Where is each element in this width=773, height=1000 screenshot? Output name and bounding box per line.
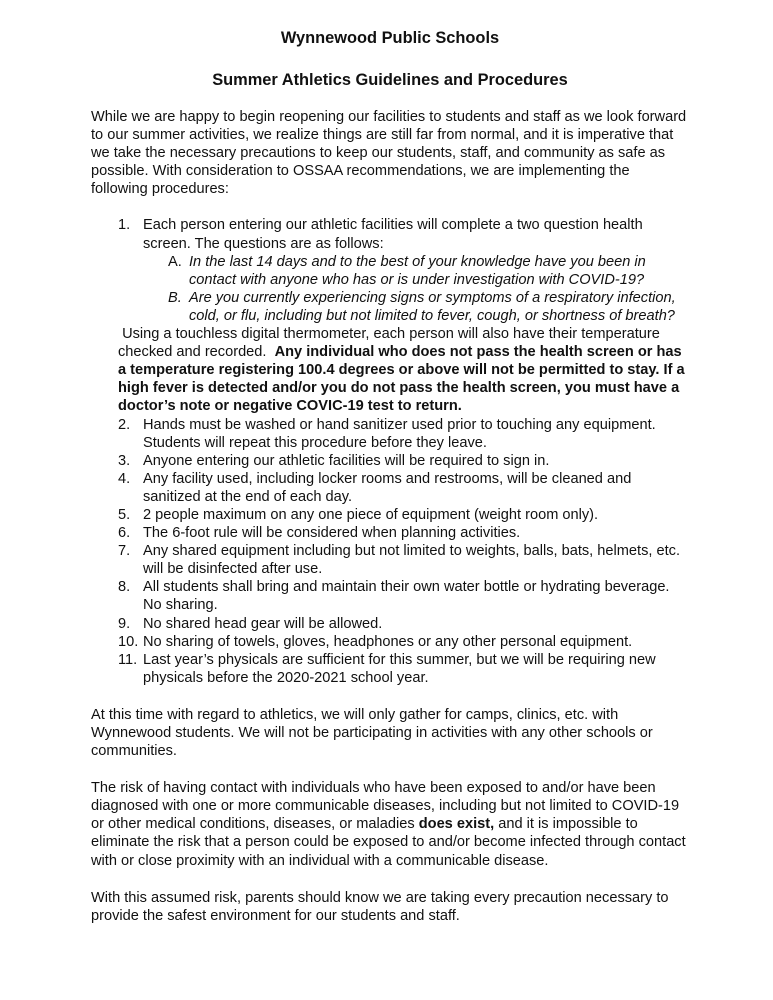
thermometer-warning: Any individual who does not pass the health screen or has a temperature registering 100.4 degrees or above will not be permitted to stay. If a high fever is detected and/or you do not pass the health screen, you must have a doctor’s note or negative COVIC-19 test to return. xyxy=(118,344,685,415)
sub-list-item-text: Are you currently experiencing signs or symptoms of a respiratory infection, cold, or flu, including but not limited to fever, cough, or shortness of breath? xyxy=(189,289,676,324)
list-item-text: 2 people maximum on any one piece of equipment (weight room only). xyxy=(143,506,599,523)
risk-text-start: The risk of having contact with individuals who have been exposed to and/or have been diagnosed with one or more communicable diseases, including but not limited to COVID-19 or other medical conditions, diseases, or maladies xyxy=(91,780,680,833)
list-item-text: No sharing of towels, gloves, headphones or any other personal equipment. xyxy=(143,633,633,650)
risk-text-end: and it is impossible to eliminate the risk that a person could be exposed to and/or become infected through contact with or close proximity with an individual with a communicable disease. xyxy=(91,816,686,869)
list-item-number: 7. xyxy=(118,543,131,560)
list-item-number: 2. xyxy=(118,416,131,433)
athletics-paragraph: At this time with regard to athletics, we will only gather for camps, clinics, etc. with Wynnewood students. We will not be participating in activities with any other schools or communities. xyxy=(91,706,653,760)
list-item xyxy=(91,633,689,651)
list-item xyxy=(91,524,689,542)
list-item-number: 11. xyxy=(118,651,138,668)
list-item-text: Hands must be washed or hand sanitizer used prior to touching any equipment. Students will repeat this procedure before they leave. xyxy=(143,416,656,451)
procedure-list xyxy=(91,216,689,325)
document-title: Wynnewood Public Schools xyxy=(280,29,500,47)
list-item-number: 8. xyxy=(118,579,131,596)
list-item xyxy=(91,651,689,687)
list-item-text: Any shared equipment including but not limited to weights, balls, bats, helmets, etc. will be disinfected after use. xyxy=(143,543,681,578)
sub-list-item xyxy=(143,253,689,289)
sub-list-item-text: In the last 14 days and to the best of your knowledge have you been in contact with anyone who has or is under investigation with COVID-19? xyxy=(189,253,646,288)
intro-paragraph: While we are happy to begin reopening our facilities to students and staff as we look forward to our summer activities, we realize things are still far from normal, and it is imperative that we take the necessary precautions to keep our students, staff, and community as safe as possible. With consideration to OSSAA recommendations, we are implementing the following procedures: xyxy=(91,109,687,198)
list-item xyxy=(91,542,689,578)
list-item xyxy=(91,470,689,506)
list-item-text: Anyone entering our athletic facilities will be required to sign in. xyxy=(143,452,550,469)
health-screen-questions xyxy=(143,253,689,325)
procedure-list-continued xyxy=(91,416,689,687)
list-item xyxy=(91,615,689,633)
list-item-number: 4. xyxy=(118,470,131,487)
risk-text-emphasis: does exist, xyxy=(418,816,495,833)
risk-paragraph xyxy=(91,779,689,869)
list-item xyxy=(91,506,689,524)
list-item-text: All students shall bring and maintain their own water bottle or hydrating beverage. No sharing. xyxy=(143,579,670,614)
list-item xyxy=(91,416,689,452)
sub-list-item-letter: B. xyxy=(168,289,182,306)
list-item-text: No shared head gear will be allowed. xyxy=(143,615,383,632)
list-item xyxy=(91,578,689,614)
sub-list-item-letter: A. xyxy=(168,253,182,270)
list-item xyxy=(91,452,689,470)
list-item-text: The 6-foot rule will be considered when planning activities. xyxy=(143,525,521,542)
list-item-text: Any facility used, including locker rooms and restrooms, will be cleaned and sanitized at the end of each day. xyxy=(143,470,632,505)
list-item-number: 10. xyxy=(118,633,139,650)
list-item-number: 5. xyxy=(118,506,131,523)
list-item-text: Last year’s physicals are sufficient for this summer, but we will be requiring new physicals before the 2020-2021 school year. xyxy=(143,651,656,686)
thermometer-paragraph xyxy=(91,325,689,415)
list-item-text: Each person entering our athletic facilities will complete a two question health screen. The questions are as follows: xyxy=(143,217,643,252)
list-item-number: 6. xyxy=(118,525,131,542)
list-item-number: 1. xyxy=(118,217,131,234)
list-item-number: 3. xyxy=(118,452,131,469)
thermometer-text: Using a touchless digital thermometer, each person will also have their temperature checked and recorded. xyxy=(118,326,660,361)
list-item-number: 9. xyxy=(118,615,131,632)
document-subtitle: Summer Athletics Guidelines and Procedures xyxy=(212,71,568,89)
closing-paragraph: With this assumed risk, parents should know we are taking every precaution necessary to provide the safest environment for our students and staff. xyxy=(91,889,669,924)
list-item xyxy=(91,216,689,325)
sub-list-item xyxy=(143,289,689,325)
